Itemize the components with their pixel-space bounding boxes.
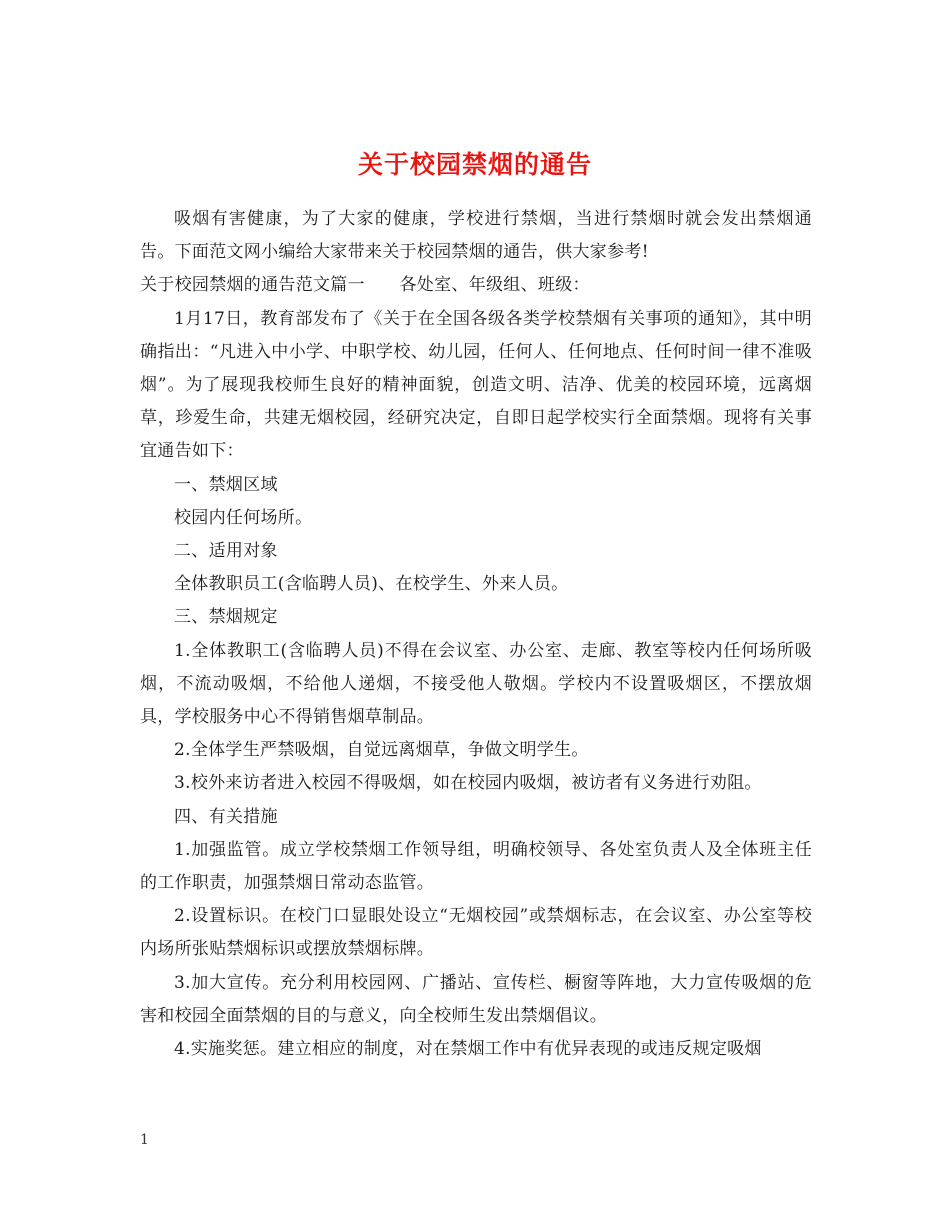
page-title: 关于校园禁烟的通告 [357,149,592,179]
paragraph-rule-2: 2.全体学生严禁吸烟，自觉远离烟草，争做文明学生。 [174,740,589,761]
page-number: 1 [140,1132,149,1148]
paragraph-measure-3: 3.加大宣传。充分利用校园网、广播站、宣传栏、橱窗等阵地，大力宣传吸烟的危害和校园全面禁烟的目的与意义，向全校师生发出禁烟倡议。 [140,972,812,1026]
paragraph-targets: 全体教职员工(含临聘人员)、在校学生、外来人员。 [174,574,569,595]
paragraph-measure-1: 1.加强监管。成立学校禁烟工作领导组，明确校领导、各处室负责人及全体班主任的工作职责，加强禁烟日常动态监管。 [140,839,812,894]
section-heading-area: 一、禁烟区域 [174,474,278,495]
paragraph-rule-1: 1.全体教职工(含临聘人员)不得在会议室、办公室、走廊、教室等校内任何场所吸烟，不流动吸烟，不给他人递烟，不接受他人敬烟。学校内不设置吸烟区，不摆放烟具，学校服务中心不得销售烟草制品。 [140,640,812,728]
document-body [140,203,812,1066]
paragraph-intro: 吸烟有害健康，为了大家的健康，学校进行禁烟，当进行禁烟时就会发出禁烟通告。下面范文网小编给大家带来关于校园禁烟的通告，供大家参考! [140,209,812,263]
section-heading-targets: 二、适用对象 [174,541,278,562]
paragraph-measure-4: 4.实施奖惩。建立相应的制度，对在禁烟工作中有优异表现的或违反规定吸烟 [174,1039,762,1060]
paragraph-notice-background: 1月17日，教育部发布了《关于在全国各级各类学校禁烟有关事项的通知》，其中明确指出：“凡进入中小学、中职学校、幼儿园，任何人、任何地点、任何时间一律不准吸烟”。为了展现我校师生良好的精神面貌，创造文明、洁净、优美的校园环境，远离烟草，珍爱生命，共建无烟校园，经研究决定，自即日起学校实行全面禁烟。现将有关事宜通告如下： [140,308,812,462]
section-heading-rules: 三、禁烟规定 [174,607,278,628]
paragraph-rule-3: 3.校外来访者进入校园不得吸烟，如在校园内吸烟，被访者有义务进行劝阻。 [174,773,762,794]
paragraph-measure-2: 2.设置标识。在校门口显眼处设立“无烟校园”或禁烟标志，在会议室、办公室等校内场所张贴禁烟标识或摆放禁烟标牌。 [140,906,812,960]
paragraph-area: 校园内任何场所。 [174,507,313,528]
section-heading-measures: 四、有关措施 [174,806,278,827]
paragraph-heading-sample: 关于校园禁烟的通告范文篇一 各处室、年级组、班级： [140,275,590,296]
